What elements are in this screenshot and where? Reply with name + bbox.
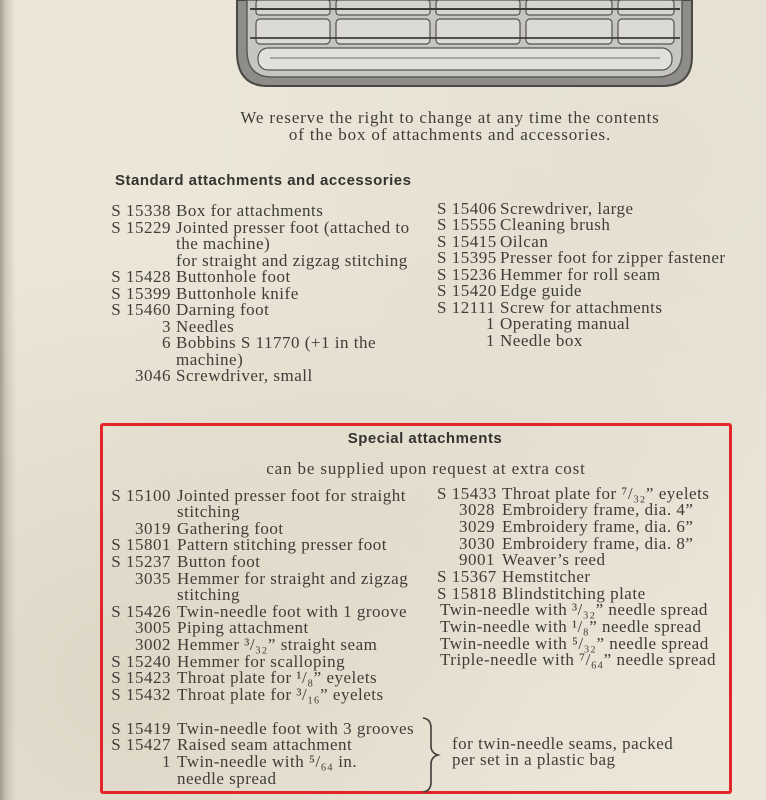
item-description: Operating manual [500, 314, 631, 333]
item-description: Twin-needle with ⁵/₆₄ in. [177, 751, 358, 771]
item-description: Pattern stitching presser foot [177, 535, 387, 555]
item-code: S 15100 [111, 485, 171, 505]
item-description: Presser foot for zipper fastener [500, 248, 726, 267]
item-description: stitching [177, 585, 241, 605]
notice [200, 110, 700, 143]
list-item [110, 684, 408, 704]
item-code: 3029 [459, 516, 495, 536]
list-item [110, 368, 410, 385]
item-code: S 15432 [111, 684, 171, 704]
item-description: Blindstitching plate [502, 583, 646, 603]
needle-item [437, 652, 716, 669]
item-code: S 15395 [437, 248, 497, 267]
item-description: Twin-needle with ⁵/₃₂” needle spread [440, 633, 709, 653]
item-code: S 15406 [437, 198, 497, 218]
note-text: for twin-needle seams, packed [452, 733, 674, 753]
item-description: Triple-needle with ⁷/₆₄” needle spread [440, 650, 716, 670]
item-description: Screwdriver, small [176, 366, 313, 385]
notice-line: of the box of attachments and accessories. [288, 124, 612, 144]
item-description: Hemmer ³/₃₂” straight seam [177, 635, 378, 655]
item-code: S 15801 [111, 535, 171, 555]
item-description: Hemmer for roll seam [500, 264, 661, 284]
item-code: 3019 [135, 518, 171, 538]
item-description: needle spread [177, 768, 277, 788]
item-code: S 15555 [437, 215, 497, 234]
item-description: Cleaning brush [500, 215, 611, 234]
list-item [110, 302, 410, 319]
item-code: S 15427 [111, 735, 171, 755]
item-code: S 12111 [437, 297, 496, 317]
standard-section-title: Standard attachments and accessories [115, 172, 412, 189]
item-code: 3005 [135, 618, 171, 638]
standard-left-column [110, 203, 410, 385]
item-code: S 15460 [111, 300, 171, 319]
item-quantity: 1 [162, 751, 171, 771]
item-description: Button foot [177, 552, 261, 572]
item-description: Jointed presser foot (attached to [176, 217, 410, 237]
item-code: S 15419 [111, 718, 171, 738]
item-quantity: 1 [486, 314, 495, 333]
item-description: Throat plate for ⁷/₃₂” eyelets [502, 483, 710, 503]
item-code: S 15399 [111, 283, 171, 303]
item-code: S 15236 [437, 264, 497, 284]
list-item [437, 330, 726, 350]
item-code: S 15415 [437, 231, 497, 251]
special-section-title: Special attachments [347, 430, 503, 447]
item-code: S 15240 [111, 651, 171, 671]
item-description: Jointed presser foot for straight [177, 485, 406, 505]
item-code: S 15423 [111, 668, 171, 688]
item-code: S 15420 [437, 281, 497, 300]
item-description: Embroidery frame, dia. 4” [502, 500, 694, 520]
item-description: Hemmer for straight and zigzag [177, 568, 409, 588]
item-description: for straight and zigzag stitching [176, 250, 408, 270]
item-code: 9001 [459, 550, 495, 570]
item-code: S 15426 [111, 601, 171, 621]
item-quantity: 1 [486, 330, 495, 350]
item-description: Bobbins S 11770 (+1 in the [176, 333, 376, 352]
twin-needle-set-list [110, 718, 415, 788]
item-code: S 15428 [111, 267, 171, 286]
curly-brace-icon [418, 716, 442, 794]
attachment-box-illustration [0, 0, 766, 100]
item-description: Throat plate for ¹/₈” eyelets [177, 668, 378, 688]
item-quantity: 6 [162, 333, 171, 352]
item-description: Twin-needle foot with 1 groove [177, 601, 408, 621]
item-description: Darning foot [176, 300, 270, 319]
note-line [452, 752, 673, 769]
item-description: Twin-needle foot with 3 grooves [177, 718, 415, 738]
item-description: Screwdriver, large [500, 198, 634, 218]
item-description: Twin-needle with ³/₃₂” needle spread [440, 600, 708, 620]
item-description: Hemmer for scalloping [177, 651, 346, 671]
item-description: Box for attachments [176, 201, 324, 220]
special-left-column [110, 485, 409, 704]
item-description: Hemstitcher [502, 567, 591, 587]
item-description: Twin-needle with ¹/₈” needle spread [440, 617, 702, 637]
item-description: stitching [177, 502, 241, 522]
list-item-continuation [110, 768, 414, 788]
item-description: Embroidery frame, dia. 8” [502, 533, 694, 553]
item-description: Oilcan [500, 231, 549, 251]
item-description: Gathering foot [177, 518, 284, 538]
item-description: Needles [176, 316, 235, 336]
item-code: S 15433 [437, 483, 497, 503]
item-description: Throat plate for ³/₁₆” eyelets [177, 684, 384, 704]
item-code: S 15818 [437, 583, 497, 603]
item-description: Edge guide [500, 281, 582, 300]
item-description: machine) [176, 349, 244, 369]
item-code: 3002 [135, 635, 171, 655]
item-description: Raised seam attachment [177, 735, 353, 755]
notice-line: We reserve the right to change at any time the contents [240, 108, 660, 127]
item-code: 3035 [135, 568, 171, 588]
item-description: Needle box [500, 330, 583, 350]
item-code: S 15338 [111, 201, 171, 220]
item-code: 3046 [135, 366, 171, 385]
special-section-subtitle: can be supplied upon request at extra cost [266, 459, 586, 478]
item-quantity: 3 [162, 316, 171, 336]
item-description: Piping attachment [177, 618, 309, 638]
item-code: 3028 [459, 500, 495, 520]
twin-needle-set-note [452, 733, 674, 770]
standard-right-column [437, 198, 726, 350]
item-code: 3030 [459, 533, 495, 553]
item-description: the machine) [176, 234, 271, 253]
special-right-column [437, 483, 716, 670]
item-code: S 15367 [437, 567, 497, 587]
list-item [110, 335, 410, 352]
item-description: Buttonhole foot [176, 267, 291, 286]
item-description: Embroidery frame, dia. 6” [502, 516, 694, 536]
item-code: S 15229 [111, 217, 171, 237]
item-description: Weaver’s reed [502, 550, 606, 570]
item-code: S 15237 [111, 552, 171, 572]
item-description: Buttonhole knife [176, 283, 299, 303]
item-description: Screw for attachments [500, 297, 663, 317]
list-item [110, 568, 409, 588]
note-text: per set in a plastic bag [452, 750, 616, 770]
list-item [110, 485, 408, 505]
